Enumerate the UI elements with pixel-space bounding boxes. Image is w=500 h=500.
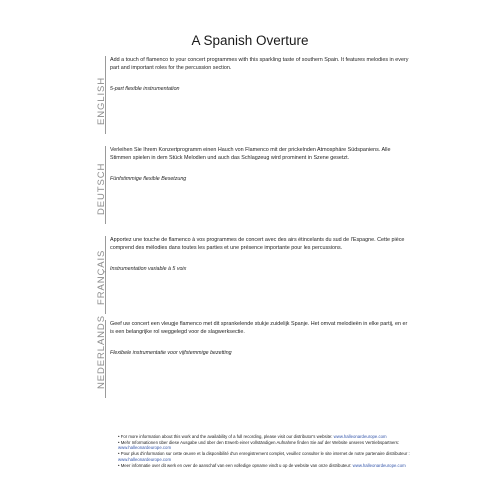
language-label: NEDERLANDS: [96, 314, 107, 389]
distributor-link[interactable]: www.halleonardeurope.com: [352, 462, 406, 468]
footer-note-deutsch: [118, 440, 418, 451]
footer-note-text: • Pour plus d'information sur cette œuvre et la disponibilité d'un enregistrement complet, veuillez consulter le site internet de notre partenaire distributeur :: [118, 451, 410, 457]
footer-note-francais: [118, 451, 418, 462]
page-title: A Spanish Overture: [191, 33, 309, 48]
language-label: FRANÇAIS: [96, 249, 107, 305]
language-label: DEUTSCH: [96, 162, 107, 215]
section-description: Add a touch of flamenco to your concert programmes with this sparkling taste of southern Spain. It features melodies in every part and important roles for the percussion section.: [110, 57, 409, 71]
section-instrumentation: Fünfstimmige flexible Besetzung: [110, 176, 187, 182]
section-instrumentation: 5-part flexible instrumentation: [110, 86, 180, 92]
section-english: [0, 56, 500, 136]
section-deutsch: [0, 146, 500, 226]
section-francais: [0, 236, 500, 316]
section-instrumentation: Flexibele instrumentatie voor vijfstemmige bezetting: [110, 350, 232, 356]
language-label: ENGLISH: [96, 76, 107, 125]
footer-note-nederlands: [118, 463, 418, 469]
footer-notes: [118, 434, 418, 468]
section-instrumentation: Instrumentation variable à 5 voix: [110, 266, 187, 272]
section-description: Apportez une touche de flamenco à vos programmes de concert avec des airs étincelants du sud de l'Espagne. Cette pièce comprend des mélodies dans toutes les parties et une présence importante pour les percussions.: [110, 237, 405, 251]
section-nederlands: [0, 314, 500, 400]
distributor-link[interactable]: www.halleonardeurope.com: [118, 445, 172, 451]
section-description: Geef uw concert een vleugje flamenco met dit sprankelende stukje zuidelijk Spanje. Het omvat melodieën in elke partij, en er is een belangrijke rol weggelegd voor de slagwerksectie.: [110, 321, 408, 335]
distributor-link[interactable]: www.halleonardeurope.com: [333, 434, 387, 439]
footer-note-text: • Meer informatie over dit werk en over de aanschaf van een volledige opname vindt u op de website van onze distributeur:: [118, 462, 353, 468]
footer-note-text: • For more information about this work and the availability of a full recording, please visit our distributor's website:: [118, 434, 334, 439]
distributor-link[interactable]: www.halleonardeurope.com: [118, 456, 172, 462]
footer-note-text: • Mehr Informationen über diese Ausgabe und über den Erwerb einer vollständigen Aufnahme finden Sie auf der Website unseres Vertriebspartners:: [118, 439, 400, 445]
section-description: Verleihen Sie Ihrem Konzertprogramm einen Hauch von Flamenco mit der prickelnden Atmosphäre Südspaniens. Alle Stimmen spielen in dem Stück Melodien und auch das Schlagzeug wird prominent in Szene gesetzt.: [110, 147, 391, 161]
